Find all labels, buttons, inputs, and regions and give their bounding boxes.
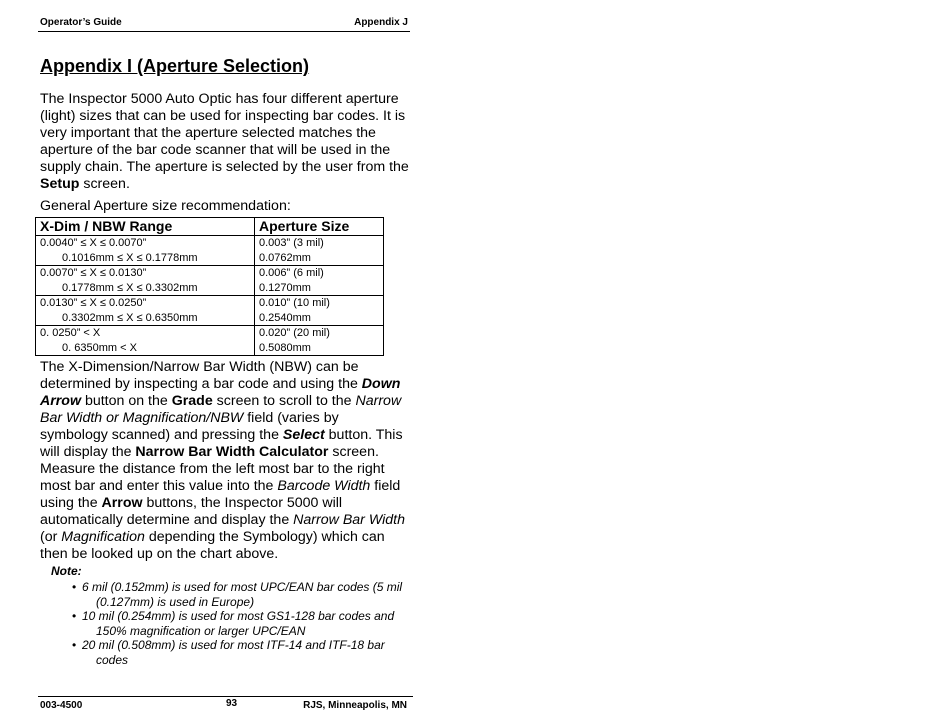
range-mm: 0.3302mm ≤ X ≤ 0.6350mm [62, 311, 198, 324]
calculator-term: Narrow Bar Width Calculator [135, 444, 329, 460]
footer-company: RJS, Minneapolis, MN [303, 700, 407, 711]
footer-divider [38, 696, 413, 697]
range-mm: 0.1778mm ≤ X ≤ 0.3302mm [62, 281, 198, 294]
range-mm: 0.1016mm ≤ X ≤ 0.1778mm [62, 251, 198, 264]
header-left-text: Operator’s Guide [40, 17, 122, 28]
column-header-range: X-Dim / NBW Range [36, 218, 255, 236]
note-text: 6 mil (0.152mm) is used for most UPC/EAN bar codes (5 mil (0.127mm) is used in Europe) [82, 580, 403, 609]
aperture-mm: 0.0762mm [259, 251, 311, 264]
note-label: Note: [51, 564, 82, 578]
range-inches: 0.0070” ≤ X ≤ 0.0130” [40, 267, 147, 279]
aperture-inches: 0.003” (3 mil) [259, 237, 324, 249]
body-text: The X-Dimension/Narrow Bar Width (NBW) can be determined by inspecting a bar code and using the [40, 359, 362, 392]
aperture-mm: 0.2540mm [259, 311, 311, 324]
page-number: 93 [226, 698, 238, 709]
aperture-mm: 0.5080mm [259, 341, 311, 354]
range-mm: 0. 6350mm < X [62, 341, 137, 354]
magnification-term: Magnification [61, 529, 145, 545]
bullet-icon: • [72, 580, 77, 594]
column-header-aperture: Aperture Size [255, 218, 384, 236]
page-title: Appendix I (Aperture Selection) [40, 56, 310, 76]
range-inches: 0. 0250” < X [40, 327, 101, 339]
list-item [72, 609, 412, 638]
bullet-icon: • [72, 638, 77, 652]
aperture-cell [255, 236, 384, 266]
note-text: 20 mil (0.508mm) is used for most ITF-14 and ITF-18 bar codes [82, 638, 385, 667]
body-text: buttons, the Inspector 5000 will automatically determine and display the [40, 495, 343, 528]
range-cell [36, 266, 255, 296]
nbw-paragraph [40, 359, 410, 563]
body-text: (or [40, 529, 62, 545]
barcode-width-term: Barcode Width [277, 478, 371, 494]
footer-doc-number: 003-4500 [40, 700, 83, 711]
intro-text-end: screen. [79, 176, 130, 192]
range-inches: 0.0130” ≤ X ≤ 0.0250” [40, 297, 147, 309]
intro-paragraph [40, 91, 410, 193]
aperture-cell [255, 266, 384, 296]
note-text: 10 mil (0.254mm) is used for most GS1-128 bar codes and 150% magnification or larger UPC/EAN [82, 609, 395, 638]
table-row [36, 236, 384, 266]
body-text: depending the Symbology) which can then be looked up on the chart above. [40, 529, 385, 562]
body-text: screen to scroll to the [212, 393, 356, 409]
aperture-inches: 0.010” (10 mil) [259, 297, 330, 309]
range-cell [36, 236, 255, 266]
body-text: field (varies by symbology scanned) and pressing the [40, 410, 339, 443]
table-row [36, 326, 384, 356]
table-header-row [36, 218, 384, 236]
aperture-table [35, 217, 384, 356]
aperture-mm: 0.1270mm [259, 281, 311, 294]
aperture-inches: 0.006” (6 mil) [259, 267, 324, 279]
body-text: field using the [40, 478, 401, 511]
grade-term: Grade [171, 393, 213, 409]
intro-text: The Inspector 5000 Auto Optic has four different aperture (light) sizes that can be used for inspecting bar codes. It is very important that the aperture selected matches the aperture of the bar code scanner that will be used in the supply chain. The aperture is selected by the user from the [40, 91, 409, 175]
note-list [72, 580, 412, 667]
list-item [72, 580, 412, 609]
header-divider [38, 31, 410, 32]
intro-setup-term: Setup [40, 176, 80, 192]
body-text: button. This will display the [40, 427, 403, 460]
bullet-icon: • [72, 609, 77, 623]
arrow-term: Arrow [101, 495, 143, 511]
table-row [36, 296, 384, 326]
range-cell [36, 326, 255, 356]
list-item [72, 638, 412, 667]
range-cell [36, 296, 255, 326]
body-text: screen. Measure the distance from the left most bar to the right most bar and enter this value into the [40, 444, 385, 494]
aperture-cell [255, 296, 384, 326]
narrow-bar-width-term: Narrow Bar Width [293, 512, 405, 528]
aperture-cell [255, 326, 384, 356]
select-term: Select [282, 427, 325, 443]
nbw-field-term: Narrow Bar Width or Magnification/NBW [40, 393, 402, 426]
recommendation-heading: General Aperture size recommendation: [40, 198, 291, 214]
header-right-text: Appendix J [354, 17, 408, 28]
body-text: button on the [81, 393, 172, 409]
range-inches: 0.0040” ≤ X ≤ 0.0070” [40, 237, 147, 249]
table-row [36, 266, 384, 296]
down-arrow-term: Down Arrow [40, 376, 401, 409]
aperture-inches: 0.020” (20 mil) [259, 327, 330, 339]
